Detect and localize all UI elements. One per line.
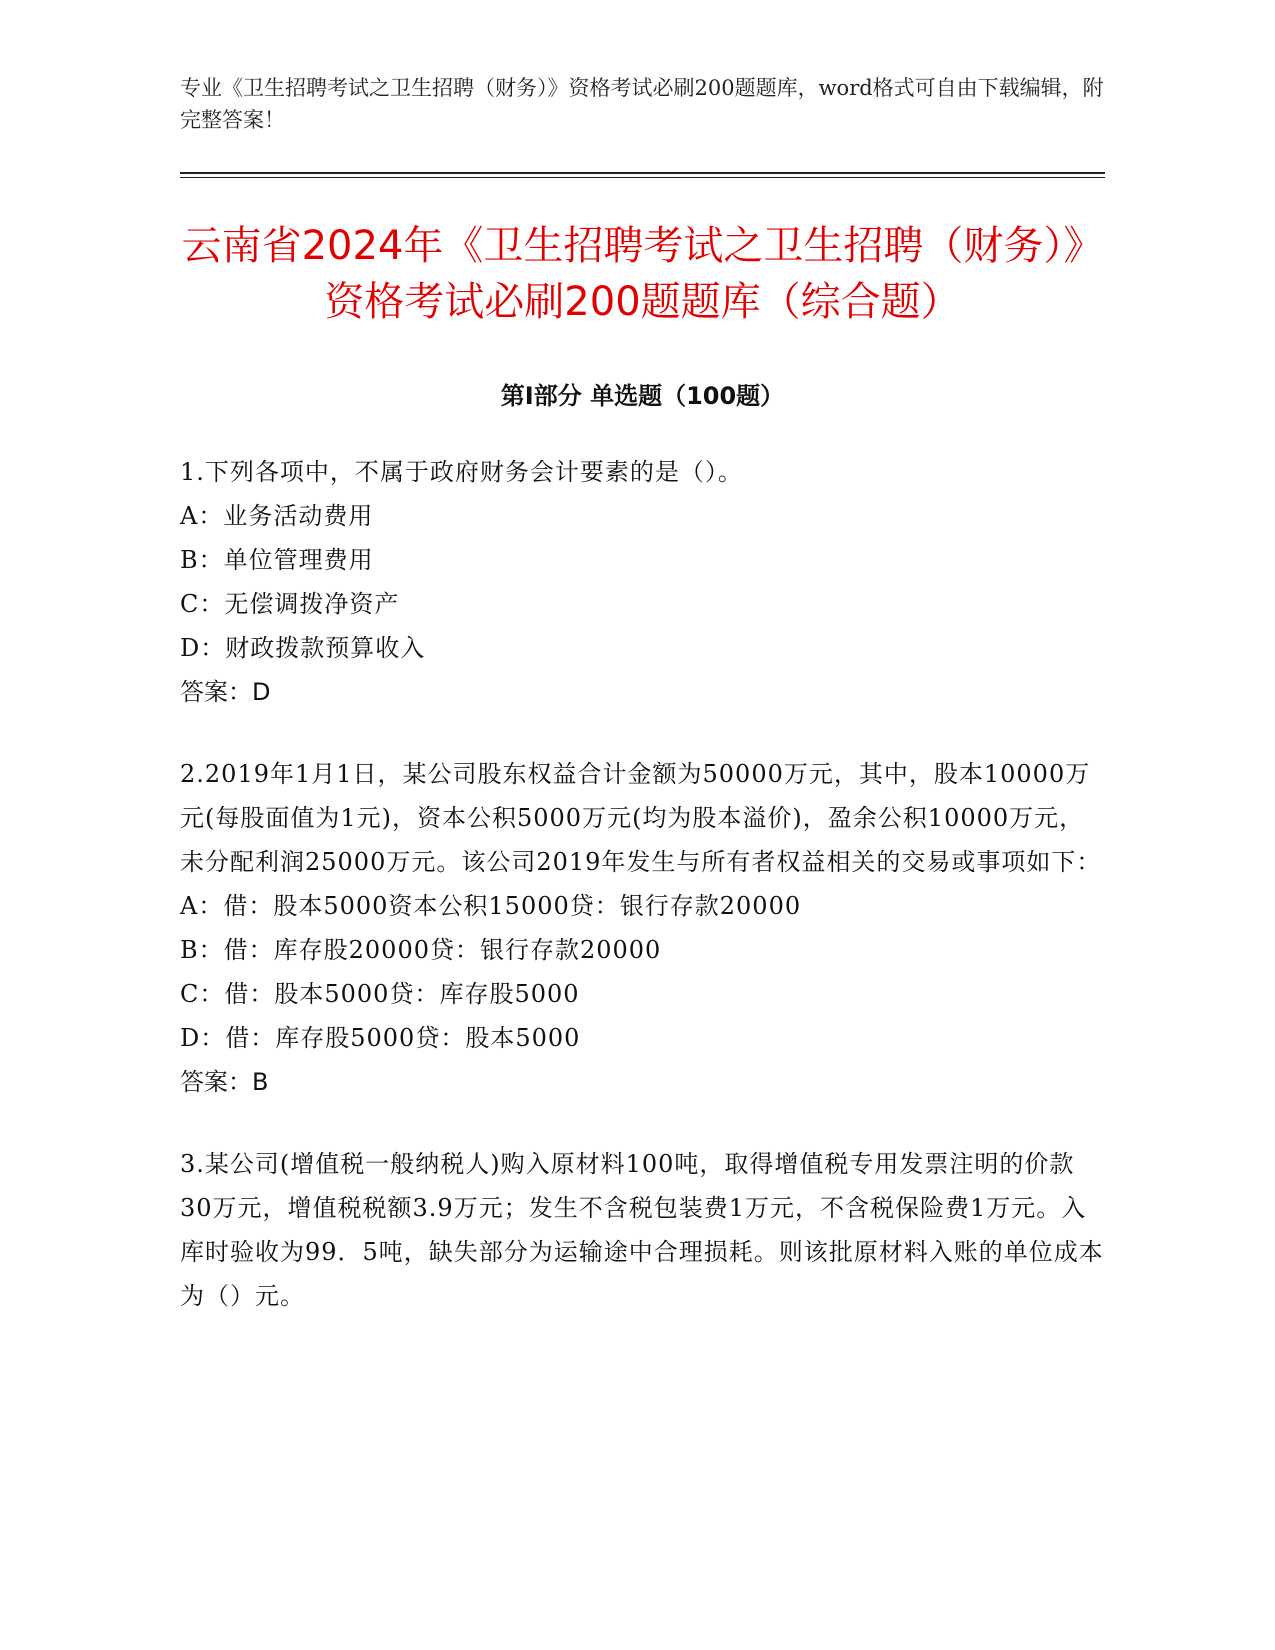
answer: 答案：D: [180, 678, 271, 706]
document-title: 云南省2024年《卫生招聘考试之卫生招聘（财务）》资格考试必刷200题题库（综合题）: [181, 223, 1104, 325]
option-a: A：业务活动费用: [180, 502, 374, 530]
option-b: B：借：库存股20000贷：银行存款20000: [180, 936, 662, 964]
document-page: [180, 72, 1105, 1318]
option-b: B：单位管理费用: [180, 546, 374, 574]
header-note: 专业《卫生招聘考试之卫生招聘（财务）》资格考试必刷200题题库，word格式可自由下载编辑，附完整答案！: [180, 76, 1104, 132]
option-d: D：借：库存股5000贷：股本5000: [180, 1024, 581, 1052]
option-d: D：财政拨款预算收入: [180, 634, 426, 662]
option-c: C：借：股本5000贷：库存股5000: [180, 980, 580, 1008]
section-title: 第I部分 单选题（100题）: [500, 382, 785, 410]
answer: 答案：B: [180, 1068, 269, 1096]
option-a: A：借：股本5000资本公积15000贷：银行存款20000: [180, 892, 802, 920]
header-divider-thin: [180, 177, 1105, 178]
question-stem: 2.2019年1月1日，某公司股东权益合计金额为50000万元，其中，股本10000万元(每股面值为1元)，资本公积5000万元(均为股本溢价)，盈余公积10000万元，未分配利润25000万元。该公司2019年发生与所有者权益相关的交易或事项如下：: [180, 760, 1102, 876]
option-c: C：无偿调拨净资产: [180, 590, 400, 618]
question-stem: 1.下列各项中，不属于政府财务会计要素的是（）。: [180, 458, 743, 486]
question-stem: 3.某公司(增值税一般纳税人)购入原材料100吨，取得增值税专用发票注明的价款30万元，增值税税额3.9万元；发生不含税包装费1万元，不含税保险费1万元。入库时验收为99．5吨，缺失部分为运输途中合理损耗。则该批原材料入账的单位成本为（）元。: [180, 1150, 1104, 1310]
question-1: [180, 450, 1105, 714]
header-divider: [180, 172, 1105, 174]
question-3: [180, 1142, 1105, 1318]
question-2: [180, 752, 1105, 1104]
